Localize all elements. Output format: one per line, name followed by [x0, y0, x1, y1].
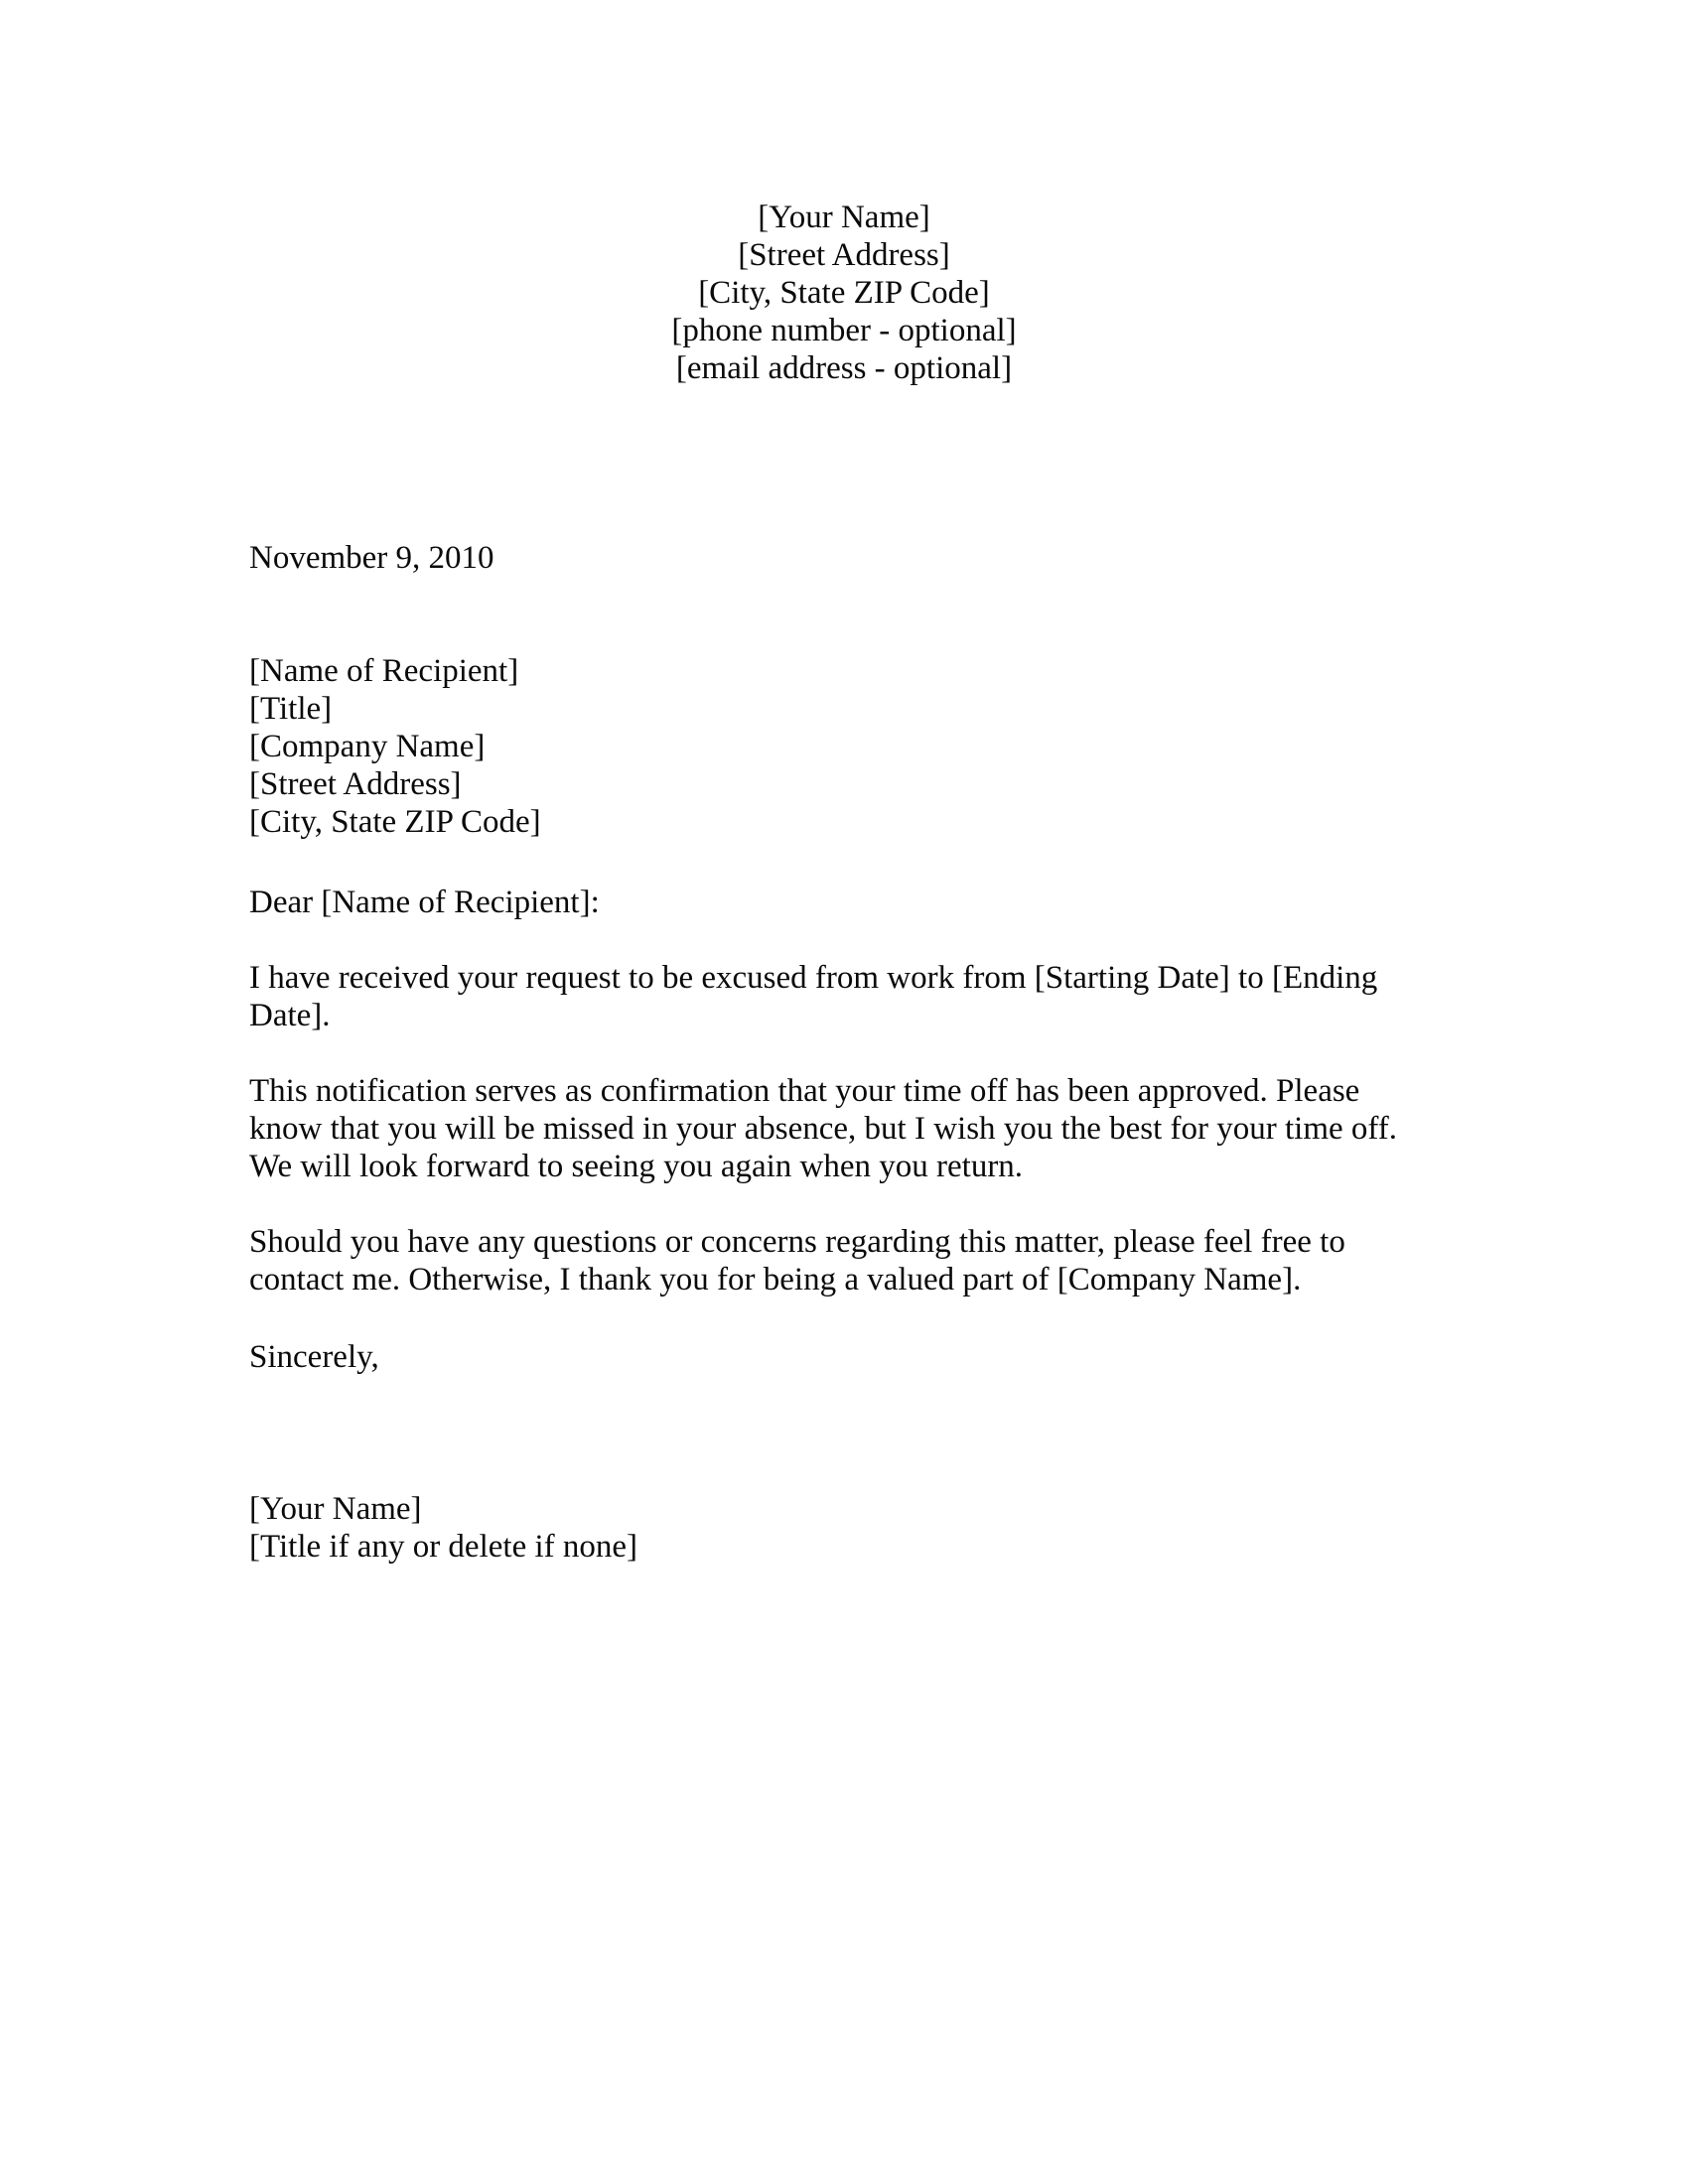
paragraph-line: This notification serves as confirmation that your time off has been approved. Please	[249, 1073, 1360, 1109]
signature-title: [Title if any or delete if none]	[249, 1529, 638, 1565]
recipient-company: [Company Name]	[249, 729, 486, 764]
sender-name: [Your Name]	[758, 200, 930, 235]
recipient-street-address: [Street Address]	[249, 766, 462, 802]
body-paragraph-1	[249, 959, 1441, 1034]
salutation	[249, 884, 1441, 921]
paragraph-line: Should you have any questions or concerns regarding this matter, please feel free to	[249, 1224, 1345, 1260]
paragraph-line: I have received your request to be excused from work from [Starting Date] to [Ending	[249, 960, 1378, 996]
date-text: November 9, 2010	[249, 540, 494, 576]
sender-phone: [phone number - optional]	[671, 313, 1017, 348]
signature-block	[249, 1490, 1441, 1566]
sender-street-address: [Street Address]	[738, 237, 950, 273]
letter-date	[249, 539, 1441, 577]
recipient-city-state-zip: [City, State ZIP Code]	[249, 804, 541, 840]
sender-address-block	[0, 199, 1688, 387]
sender-city-state-zip: [City, State ZIP Code]	[698, 275, 990, 311]
signature-name: [Your Name]	[249, 1491, 422, 1527]
salutation-text: Dear [Name of Recipient]:	[249, 885, 600, 920]
body-paragraph-2	[249, 1072, 1441, 1185]
paragraph-line: Date].	[249, 998, 331, 1033]
recipient-name: [Name of Recipient]	[249, 653, 519, 689]
paragraph-line: contact me. Otherwise, I thank you for being a valued part of [Company Name].	[249, 1262, 1302, 1297]
paragraph-line: We will look forward to seeing you again when you return.	[249, 1149, 1024, 1184]
paragraph-line: know that you will be missed in your absence, but I wish you the best for your time off.	[249, 1111, 1398, 1147]
body-paragraph-3	[249, 1223, 1441, 1298]
sender-email: [email address - optional]	[675, 350, 1013, 386]
recipient-title: [Title]	[249, 691, 333, 727]
closing	[249, 1338, 1441, 1376]
closing-text: Sincerely,	[249, 1339, 379, 1375]
recipient-address-block	[249, 652, 1441, 841]
